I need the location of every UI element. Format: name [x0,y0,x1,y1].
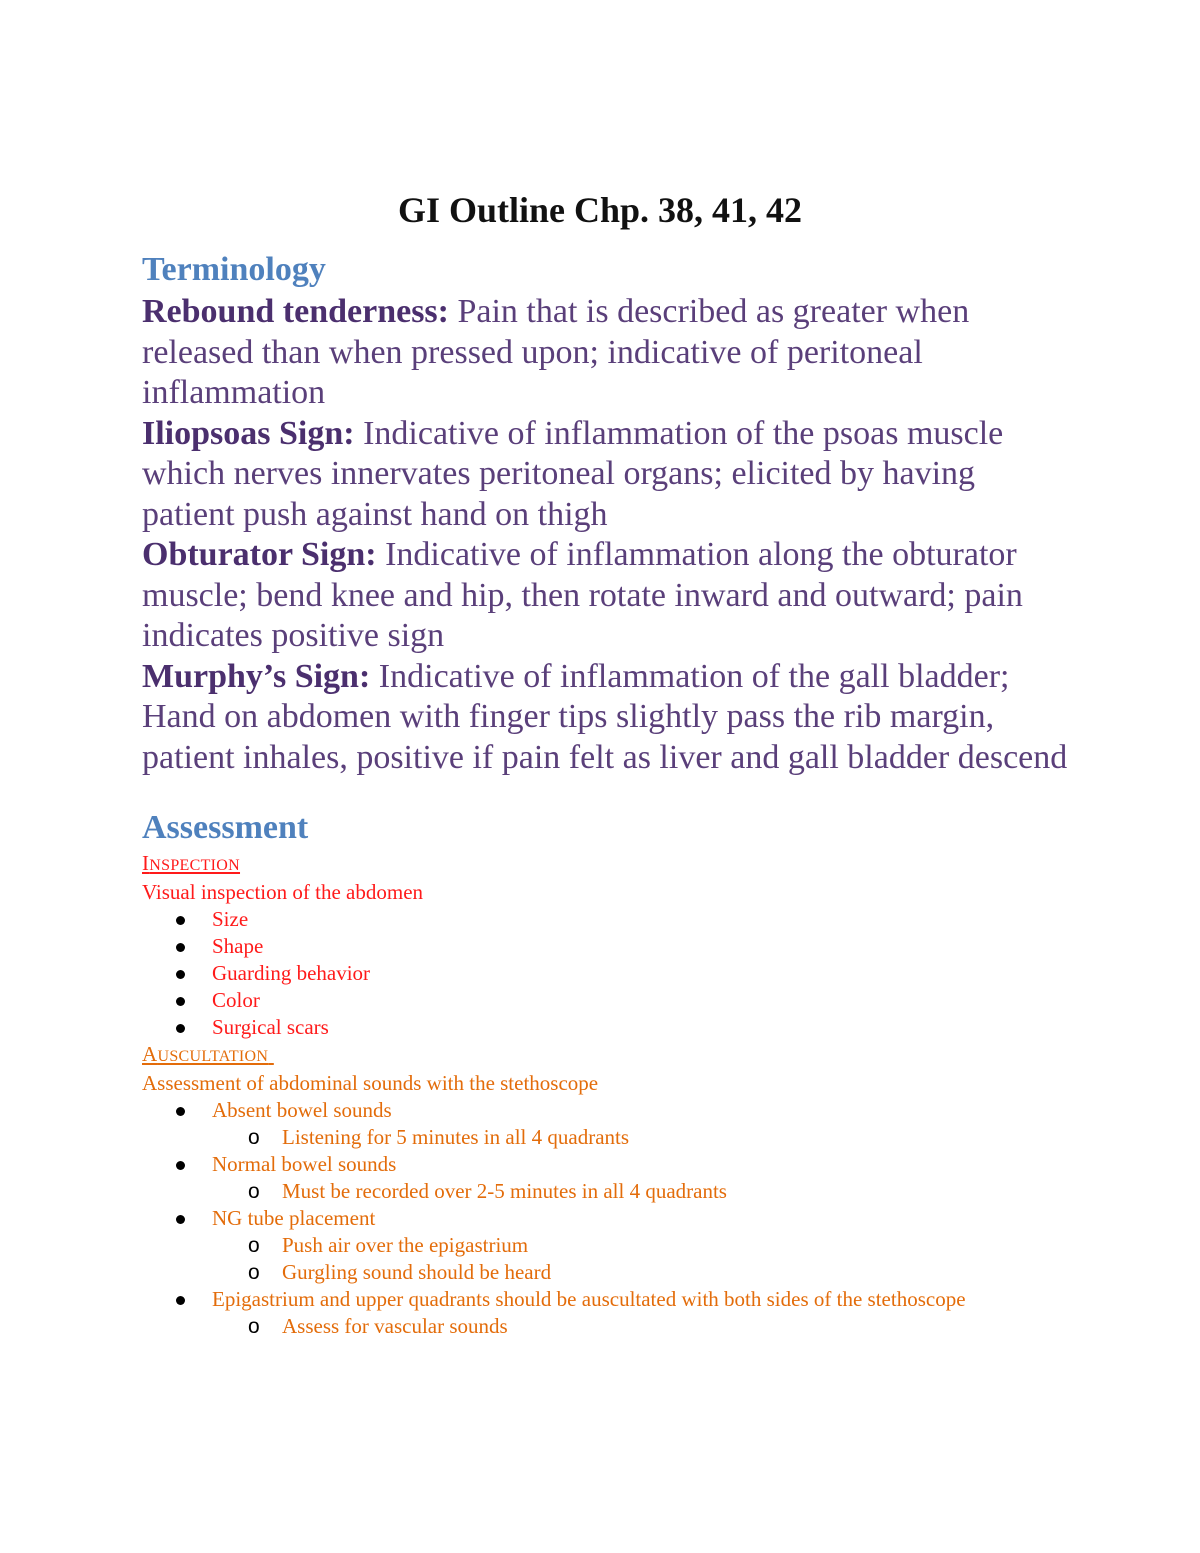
list-item: Normal bowel sounds [142,1151,1072,1178]
term-definition: Indicative of inflammation of the psoas muscle which nerves innervates peritoneal organs; elicited by having patient push against hand on thigh [142,414,1004,533]
auscultation-label-first: A [142,1042,158,1066]
term-label: Murphy’s Sign: [142,657,371,695]
sub-list-item: o Listening for 5 minutes in all 4 quadrants [248,1125,630,1149]
term-label: Obturator Sign: [142,536,377,573]
term-murphys-sign [142,657,1072,779]
bullet-icon [176,970,185,979]
term-label: Iliopsoas Sign: [142,414,355,452]
bullet-icon [176,1296,185,1305]
circle-bullet-icon: o [248,1261,260,1284]
circle-bullet-icon: o [248,1180,260,1203]
assessment-heading: Assessment [142,809,309,846]
list-item: NG tube placement [142,1205,1072,1232]
inspection-intro: Visual inspection of the abdomen [142,880,424,904]
document-body [142,248,1072,1340]
document-title: GI Outline Chp. 38, 41, 42 [397,190,803,230]
bullet-icon [176,916,185,925]
sub-list-item: o Push air over the epigastrium [248,1233,529,1257]
bullet-icon [176,1107,185,1116]
sub-list-item: o Gurgling sound should be heard [248,1260,552,1284]
inspection-label-rest: NSPECTION [149,857,241,874]
circle-bullet-icon: o [248,1315,260,1338]
term-definition: Pain that is described as greater when released than when pressed upon; indicative of peritoneal inflammation [142,293,970,411]
list-item: Epigastrium and upper quadrants should be auscultated with both sides of the stethoscope [142,1286,1072,1313]
sub-list-item: o Must be recorded over 2-5 minutes in all 4 quadrants [248,1179,727,1203]
auscultation-subheading [142,1041,1072,1070]
bullet-icon [176,997,185,1006]
sub-list-item: o Assess for vascular sounds [248,1314,508,1338]
inspection-subheading [142,850,1072,879]
bullet-icon [176,1161,185,1170]
list-item: Shape [142,933,1072,960]
term-definition: Indicative of inflammation along the obturator muscle; bend knee and hip, then rotate inward and outward; pain indicates positive sign [142,536,1023,654]
inspection-list [142,906,1072,1041]
bullet-icon [176,1215,185,1224]
term-obturator-sign [142,535,1072,657]
bullet-icon [176,943,185,952]
auscultation-label-rest: USCULTATION [157,1048,269,1065]
term-label: Rebound tenderness: [142,293,449,330]
auscultation-list [142,1097,1072,1340]
terminology-heading: Terminology [142,251,326,288]
bullet-icon [176,1024,185,1033]
inspection-label-first: I [142,851,150,875]
term-iliopsoas-sign [142,414,1072,536]
list-item: Surgical scars [142,1014,1072,1041]
list-item: Guarding behavior [142,960,1072,987]
list-item: Size [142,906,1072,933]
circle-bullet-icon: o [248,1126,260,1149]
term-definition: Indicative of inflammation of the gall bladder; Hand on abdomen with finger tips slightly pass the rib margin, patient inhales, positive if pain felt as liver and gall bladder descend [142,657,1068,776]
auscultation-intro: Assessment of abdominal sounds with the stethoscope [142,1071,599,1095]
term-rebound-tenderness [142,292,1072,414]
list-item: Color [142,987,1072,1014]
list-item: Absent bowel sounds [142,1097,1072,1124]
circle-bullet-icon: o [248,1234,260,1257]
